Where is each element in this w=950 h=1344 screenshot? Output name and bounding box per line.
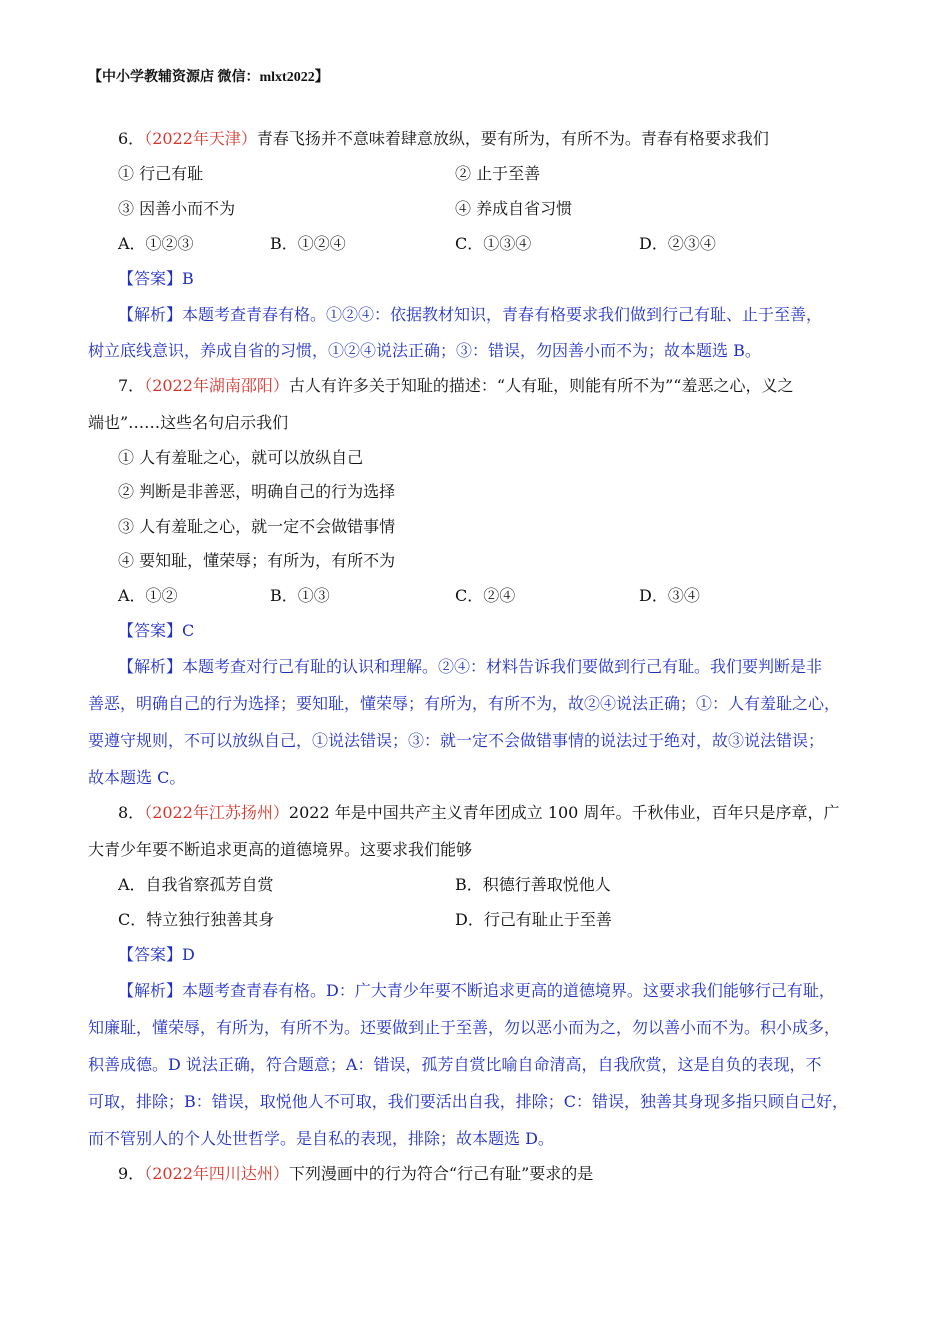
answer-option: A．①② <box>118 586 178 605</box>
answer-label: 【答案】D <box>118 945 195 964</box>
question-text: 青春飞扬并不意味着肆意放纵，要有所为，有所不为。青春有格要求我们 <box>256 129 769 148</box>
answer-option: B．①②④ <box>270 234 346 253</box>
question-text-continued: 大青少年要不断追求更高的道德境界。这要求我们能够 <box>88 840 473 859</box>
question-6-stem <box>118 129 769 149</box>
question-number: 6． <box>118 129 145 148</box>
statement-item: ③ 人有羞耻之心，就一定不会做错事情 <box>118 517 396 536</box>
question-number: 7． <box>118 376 145 395</box>
analysis-line: 积善成德。D 说法正确，符合题意；A：错误，孤芳自赏比喻自命清高，自我欣赏，这是自负的表现，不 <box>88 1055 822 1074</box>
statement-item: ② 判断是非善恶，明确自己的行为选择 <box>118 482 396 501</box>
answer-option: C．②④ <box>455 586 516 605</box>
question-source: （2022年湖南邵阳） <box>144 376 289 395</box>
question-9-stem <box>118 1164 593 1184</box>
question-text-continued: 端也”……这些名句启示我们 <box>88 413 289 432</box>
statement-item: ① 行己有耻 <box>118 164 204 183</box>
question-number: 8． <box>118 803 145 822</box>
question-source: （2022年天津） <box>144 129 257 148</box>
answer-option: D．②③④ <box>639 234 716 253</box>
answer-option: A．自我省察孤芳自赏 <box>118 875 274 894</box>
question-8-stem <box>118 803 839 823</box>
analysis-line: 善恶，明确自己的行为选择；要知耻，懂荣辱；有所为，有所不为，故②④说法正确；①：人有羞耻之心， <box>88 694 841 713</box>
statement-item: ① 人有羞耻之心，就可以放纵自己 <box>118 448 364 467</box>
analysis-line: 知廉耻，懂荣辱，有所为，有所不为。还要做到止于至善，勿以恶小而为之，勿以善小而不为。积小成多， <box>88 1018 841 1037</box>
analysis-line: 【解析】本题考查青春有格。D：广大青少年要不断追求更高的道德境界。这要求我们能够行己有耻， <box>118 981 835 1000</box>
statement-item: ④ 养成自省习惯 <box>455 199 573 218</box>
question-source: （2022年四川达州） <box>144 1164 289 1183</box>
question-7-stem <box>118 376 793 396</box>
answer-option: C．①③④ <box>455 234 532 253</box>
answer-option: B．①③ <box>270 586 330 605</box>
answer-label: 【答案】B <box>118 269 194 288</box>
question-source: （2022年江苏扬州） <box>144 803 289 822</box>
question-text: 下列漫画中的行为符合“行己有耻”要求的是 <box>288 1164 594 1183</box>
answer-option: A．①②③ <box>118 234 194 253</box>
analysis-line: 树立底线意识，养成自省的习惯，①②④说法正确；③：错误，勿因善小而不为；故本题选 B。 <box>88 341 761 360</box>
analysis-line: 而不管别人的个人处世哲学。是自私的表现，排除；故本题选 D。 <box>88 1129 554 1148</box>
question-text: 古人有许多关于知耻的描述：“人有耻，则能有所不为”“羞恶之心，义之 <box>288 376 794 395</box>
statement-item: ② 止于至善 <box>455 164 541 183</box>
analysis-line: 可取，排除；B：错误，取悦他人不可取，我们要活出自我，排除；C：错误，独善其身现多指只顾自己好， <box>88 1092 849 1111</box>
page-header: 【中小学教辅资源店 微信：mlxt2022】 <box>88 70 329 85</box>
analysis-line: 故本题选 C。 <box>88 768 186 787</box>
statement-item: ③ 因善小而不为 <box>118 199 236 218</box>
answer-option: B．积德行善取悦他人 <box>455 875 611 894</box>
statement-item: ④ 要知耻，懂荣辱；有所为，有所不为 <box>118 551 396 570</box>
answer-option: C．特立独行独善其身 <box>118 910 275 929</box>
analysis-line: 【解析】本题考查对行己有耻的认识和理解。②④：材料告诉我们要做到行己有耻。我们要判断是非 <box>118 657 823 676</box>
question-number: 9． <box>118 1164 145 1183</box>
analysis-line: 【解析】本题考查青春有格。①②④：依据教材知识，青春有格要求我们做到行己有耻、止于至善， <box>118 305 823 324</box>
answer-label: 【答案】C <box>118 621 195 640</box>
analysis-line: 要遵守规则，不可以放纵自己，①说法错误；③：就一定不会做错事情的说法过于绝对，故③说法错误； <box>88 731 825 750</box>
answer-option: D．③④ <box>639 586 700 605</box>
answer-option: D．行己有耻止于至善 <box>455 910 612 929</box>
question-text: 2022 年是中国共产主义青年团成立 100 周年。千秋伟业，百年只是序章，广 <box>288 803 840 822</box>
